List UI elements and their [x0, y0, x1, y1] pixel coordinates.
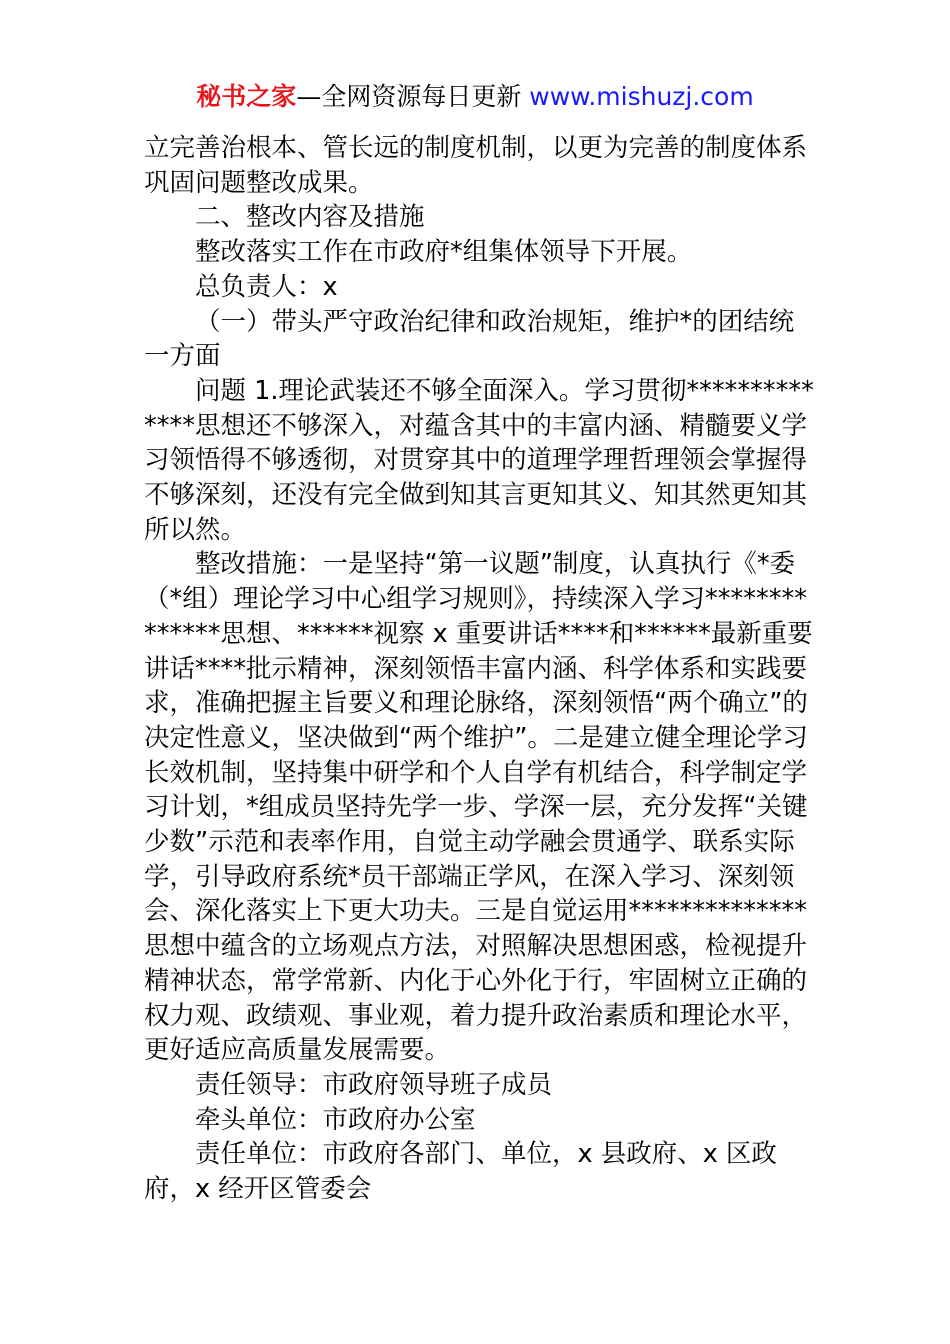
general-responsible-person: 总负责人：x — [195, 271, 338, 302]
measures-paragraph: 整改措施：一是坚持“第一议题”制度，认真执行《*委（*组）理论学习中心组学习规则》，持续深入学习**************思想、******视察 x 重要讲话****和******最新重要讲话****批示精神，深刻领悟丰富内涵、科学体系和实践要求，准确把握主旨要义和理论脉络，深刻领悟“两个确立”的决定性意义，坚决做到“两个维护”。二是建立健全理论学习长效机制，坚持集中研学和个人自学有机结合，科学制定学习计划，*组成员坚持先学一步、学深一层，充分发挥“关键少数”示范和表率作用，自觉主动学融会贯通学、联系实际学，引导政府系统*员干部端正学风，在深入学习、深刻领会、深化落实上下更大功夫。三是自觉运用**************思想中蕴含的立场观点方法，对照解决思想困惑，检视提升精神状态，常学常新、内化于心外化于行，牢固树立正确的权力观、政绩观、事业观，着力提升政治素质和理论水平，更好适应高质量发展需要。 — [144, 549, 813, 1066]
site-url[interactable]: www.mishuzj.com — [529, 82, 754, 111]
banner-tagline: —全网资源每日更新 — [296, 82, 522, 111]
lead-unit: 牵头单位：市政府办公室 — [195, 1104, 476, 1135]
section-heading: 二、整改内容及措施 — [195, 202, 425, 233]
subsection-heading: （一）带头严守政治纪律和政治规矩，维护*的团结统一方面 — [144, 306, 795, 372]
responsible-units: 责任单位：市政府各部门、单位，x 县政府、x 区政府，x 经开区管委会 — [144, 1139, 777, 1205]
document-body — [144, 131, 814, 1207]
paragraph-intro: 整改落实工作在市政府*组集体领导下开展。 — [195, 237, 693, 268]
responsible-leader: 责任领导：市政府领导班子成员 — [195, 1069, 553, 1100]
brand-name: 秘书之家 — [196, 82, 297, 111]
problem-paragraph: 问题 1.理论武装还不够全面深入。学习贯彻**************思想还不够深入，对蕴含其中的丰富内涵、精髓要义学习领悟得不够透彻，对贯穿其中的道理学理哲理领会掌握得不够深刻，还没有完全做到知其言更知其义、知其然更知其所以然。 — [144, 375, 814, 545]
site-banner — [0, 80, 950, 114]
paragraph-continuation: 立完善治根本、管长远的制度机制，以更为完善的制度体系巩固问题整改成果。 — [144, 133, 808, 198]
